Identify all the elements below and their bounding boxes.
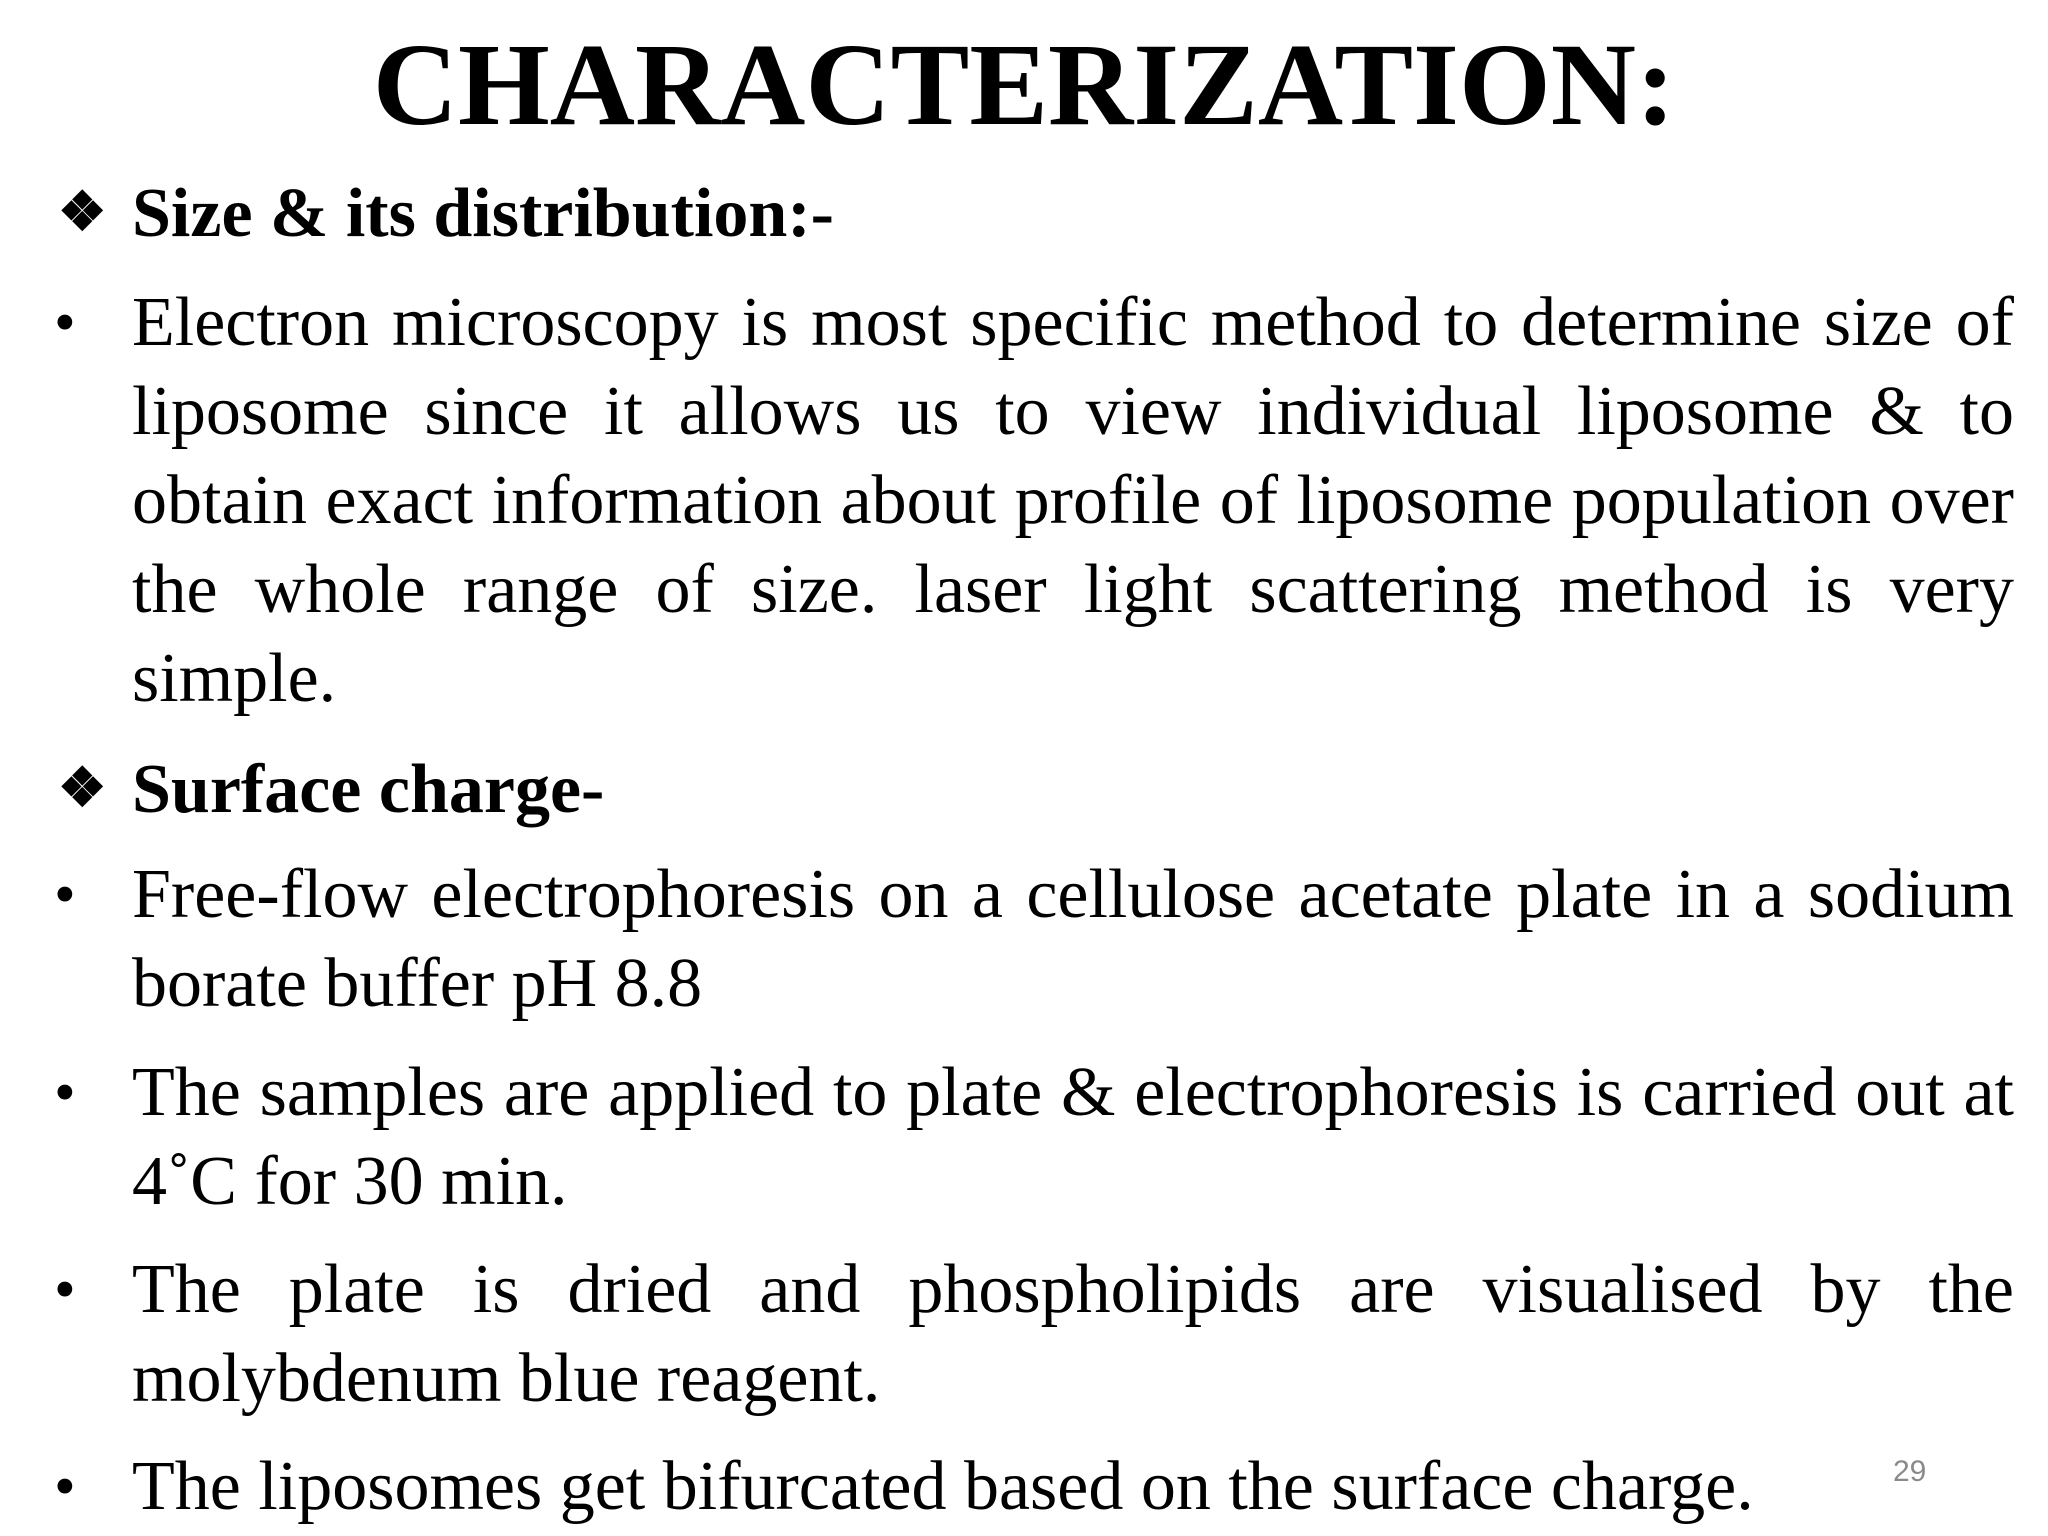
bullet-dot-icon: •: [54, 1059, 76, 1127]
bullet-text: Free-flow electrophoresis on a cellulose acetate plate in a sodium borate buffer pH 8.8: [132, 856, 2014, 1022]
bullet-dot-icon: •: [54, 1256, 76, 1324]
bullet-text: Electron microscopy is most specific method to determine size of liposome since it allows us to view individual liposome & to obtain exact information about profile of liposome population over the whole range of size. laser light scattering method is very simple.: [132, 284, 2014, 717]
bullet-text: The liposomes get bifurcated based on the surface charge.: [132, 1448, 1754, 1525]
section-heading-surface-charge: [58, 748, 604, 830]
bullet-dot-icon: •: [54, 1453, 76, 1521]
diamond-bullet-icon: ❖: [58, 758, 107, 818]
diamond-bullet-icon: ❖: [58, 182, 107, 242]
section-heading-label: Size & its distribution:-: [132, 175, 834, 252]
section-heading-size: [58, 172, 834, 254]
slide-title: CHARACTERIZATION:: [372, 19, 1676, 150]
section-heading-label: Surface charge-: [132, 751, 605, 828]
page-number: 29: [1893, 1455, 1927, 1488]
bullet-text: The plate is dried and phospholipids are visualised by the molybdenum blue reagent.: [132, 1251, 2014, 1417]
bullet-dot-icon: •: [54, 861, 76, 929]
bullet-text: The samples are applied to plate & electrophoresis is carried out at 4˚C for 30 min.: [132, 1054, 2014, 1220]
bullet-dot-icon: •: [54, 289, 76, 357]
